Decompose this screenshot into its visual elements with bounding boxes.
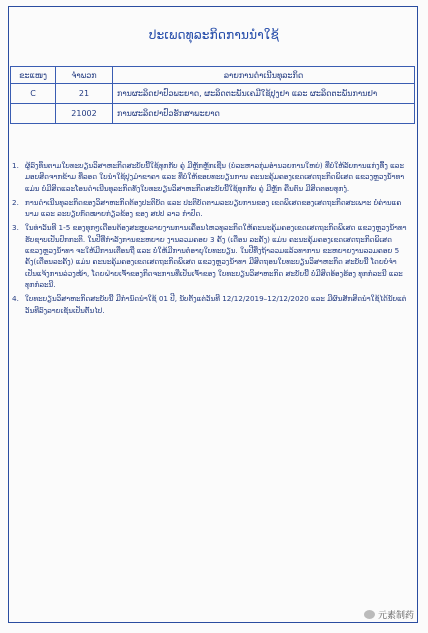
list-item-number: 3. xyxy=(12,223,19,233)
list-item-number: 1. xyxy=(12,161,19,170)
list-item-number: 4. xyxy=(12,294,19,304)
cell-code: 21002 xyxy=(56,104,113,124)
list-item-text: ການດໍາເນີນທຸລະກິດຂອງວິສາຫະກິດຕ້ອງປະຕິບັດ ແລະ ປະຕິບັດຕາມລະບຽບການຂອງ ເຂດພິເສດຂອງເສດຖະກິດສະເພາະ ບໍ່ຄ່ານແຄນາມ ແລະ ລະບຽບກົດໝາຍກ່ຽວຂ້ອງ ຂອງ ສປປ ລາວ ກໍາປົດ. xyxy=(25,197,402,219)
table-row xyxy=(11,84,415,104)
list-item xyxy=(10,293,408,316)
list-item-text: ໃນທ່າວັນທີ 1-5 ຂອງທຸກໆເດືອນຕ້ອງສະຫຼຸບລາຍງານການເຄື່ອນໄຫວທຸລະກິດໃຫ້ຄະນະຄຸ້ມຄອງເຂດເສດຖະກິດພິເສດ ແຂວງຫຼວງນໍ້າທາ ຮັບຊາບເປັນປົກກະຕິ. ໃນປີທີ່ກໍາລັງການຂະຫຍາຍ ງານລວມຄອຍ 3 ຄັ້ງ (ເດືອນ ລະຄັ້ງ) ແມ່ນ ຄະນະຄຸ້ມຄອງເຂດເສດຖະກິດພິເສດ ແຂວງຫຼວງນໍ້າທາ ຈະໃຫ້ມີການເຕືອນຖື ແລະ ບໍ່ໃຫ້ມີການຕໍ່ອາຍຸໃບທະບຽນ. ໃນປີທີ່ງຖ້າລວມແລ້ວທາການ ຂະຫຍາຍງານລວມຄອຍ 5 ຄັ້ງ(ເດືອນລະຄັ້ງ) ແມ່ນ ຄະນະຄຸ້ມຄອງເຂດເສດຖະກິດພິເສດ ແຂວງຫຼວງນໍ້າທາ ມີສິດຖອນໃບທະບຽນວິສາຫະກິດ ສະບັບນີ້ ໂດຍບໍ່ຈໍາເປັນແຈ້ງການລ່ວງໜ້າ, ໂດຍຝ່າຍເຈົ້າຂອງກິດຈະການທີ່ເປັນເຈົ້າຂອງ ໃບທະບຽນວິສາຫະກິດ ສະບັບນີ້ ບໍ່ມີສິດອ້ອງຮ້ອງ ທຸກກໍລະນີ ແລະ ທຸກກໍລະນີ. xyxy=(25,223,407,289)
list-item xyxy=(10,197,408,220)
cell-description: ການຜະລິດຢາປົວຮັກສາພະຍາດ xyxy=(113,104,415,124)
cell-sector xyxy=(11,104,56,124)
business-codes-table xyxy=(10,66,415,124)
list-item-text: ໃບທະບຽນວິສາຫະກິດສະບັບນີ້ ມີກໍານົດນໍາໃຊ້ 01 ປີ, ນັບຕັ້ງແຕ່ວັນທີ 12/12/2019–12/12/2020 ແລະ ມີຜົນສັກສິດນໍາໃຊ້ໄດ້ນັບແຕ່ວັນທີລົງລາຍເຊັນເປັນຕົ້ນໄປ. xyxy=(25,294,407,315)
conditions-list xyxy=(10,160,408,319)
list-item-number: 2. xyxy=(12,197,19,207)
document-title: ປະເພດທຸລະກິດການນໍາໃຊ້ xyxy=(148,28,280,42)
cell-description: ການຜະລິດຢາປົວພະຍາດ, ຜະລິດຕະພັນເຄມີໃຊ້ປຸງຢາ ແລະ ຜະລິດຕະພັນການຢາ xyxy=(113,84,415,104)
list-item xyxy=(10,222,408,290)
header-description: ລາຍການດໍາເນີນທຸລະກິດ xyxy=(113,67,415,84)
list-item xyxy=(10,160,408,194)
header-category: ຈໍາພວກ xyxy=(56,67,113,84)
table-header-row xyxy=(11,67,415,84)
cell-code: 21 xyxy=(56,84,113,104)
cell-sector: C xyxy=(11,84,56,104)
wechat-icon xyxy=(364,610,375,619)
watermark-text: 元素制药 xyxy=(377,611,414,621)
header-sector: ຂະແໜງ xyxy=(11,67,56,84)
list-item-text: ຜູ້ລົງທຶນຕາມໃບທະບຽນວິສາຫະກິດສະບັບນີ້ໃຊ້ທຸກກັບ ຄູ່ ມີຫຼັກຫຼັກເຊີ່ນ (ບໍລະຫາລກຸ່ມອໍານວຍການໃຫຍ່) ທີ່ບໍ່ໃຫ້ລັບການແກ່ງທຶ້ງ ແລະ ມອບສິດຈາກຂ້າມ ທີ່ລອດ ໃບນໍາໃຊ້ປຸງມຳຂາຄາ ແລະ ທີ່ບໍ່ໃຫ້ຂອບທະບຽນການ ຄະນະຄຸ້ມຄອງເຂດເສດຖະກິດພິເສດ ແຂວງຫຼວງນໍ້າທາ ແມ່ນ ບໍ່ມີສິດແລະໂອນດໍາເນີນທຸລະກິດທັງໃບທະບຽນວິສາຫະກິດສະບັບນີ້ໃຊ້ທຸກກັບ ຄູ່ ມີຫຼັກ ຄືນຕົນ ມີສິດຕອບທຸກງໍ. xyxy=(25,161,405,193)
watermark xyxy=(364,608,414,621)
table-row xyxy=(11,104,415,124)
